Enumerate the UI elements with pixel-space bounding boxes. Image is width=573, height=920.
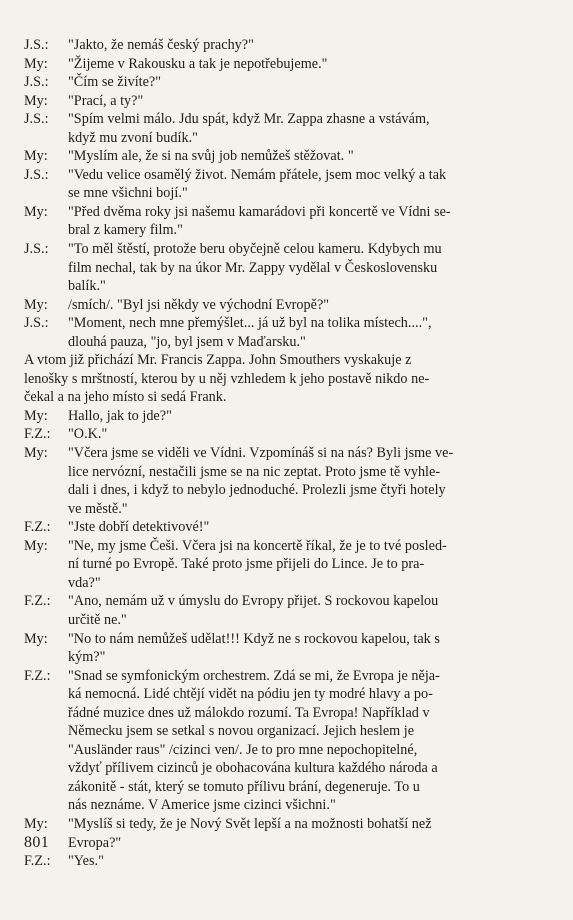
dialogue-text: "Spím velmi málo. Jdu spát, když Mr. Zappa zhasne a vstávám, když mu zvoní budík.": [68, 111, 430, 146]
dialogue-entry: [24, 518, 552, 537]
speaker-label: My:: [24, 407, 48, 424]
dialogue-text: "Čím se živíte?": [68, 74, 162, 91]
dialogue-text: "Vedu velice osamělý život. Nemám přátele, jsem moc velký a tak se mne všichni bojí.": [68, 166, 447, 202]
dialogue-entry: [24, 592, 552, 629]
speaker-label: J.S.:: [24, 111, 49, 128]
dialogue-entry: [24, 147, 552, 166]
dialogue-entry: [24, 166, 552, 203]
dialogue-entry: [24, 55, 552, 74]
dialogue-text: Hallo, jak to jde?": [68, 407, 172, 424]
speaker-label: My:: [24, 630, 48, 647]
speaker-label: J.S.:: [24, 37, 49, 53]
speaker-label: J.S.:: [24, 166, 49, 183]
speaker-label: F.Z.:: [24, 853, 51, 870]
dialogue-entry: [24, 203, 552, 240]
dialogue-text: "Žijeme v Rakousku a tak je nepotřebujeme.": [68, 55, 328, 72]
speaker-label: F.Z.:: [24, 426, 51, 443]
dialogue-entry: [24, 852, 552, 871]
speaker-label: My:: [24, 203, 48, 220]
dialogue-entry: [24, 537, 552, 593]
dialogue-text: "Jakto, že nemáš český prachy?": [68, 37, 254, 53]
dialogue-entry: [24, 92, 552, 111]
speaker-label: My:: [24, 445, 48, 462]
speaker-label: J.S.:: [24, 315, 49, 332]
dialogue-entry: [24, 444, 552, 518]
dialogue-text: "To měl štěstí, protože beru obyčejně celou kameru. Kdybych mu film nechal, tak by na úkor Mr. Zappy vydělal v Československu balík.": [68, 241, 442, 295]
dialogue-entry: [24, 73, 552, 92]
dialogue-text: "Yes.": [68, 853, 104, 870]
dialogue-text: "Ne, my jsme Češi. Včera jsi na koncertě říkal, že je to tvé posled- ní turné po Evropě. Také proto jsme přijeli do Lince. Je to pra- vda?": [68, 537, 447, 591]
speaker-label: My:: [24, 296, 48, 313]
dialogue-text: "Myslím ale, že si na svůj job nemůžeš stěžovat. ": [68, 148, 354, 165]
dialogue-entry: [24, 110, 552, 147]
speaker-label: My:: [24, 537, 48, 554]
dialogue-text: "Moment, nech mne přemýšlet... já už byl na tolika místech....", dlouhá pauza, "jo, byl jsem v Maďarsku.": [68, 315, 432, 350]
speaker-label: My:: [24, 55, 48, 72]
dialogue-text: "Včera jsme se viděli ve Vídni. Vzpomínáš si na nás? Byli jsme ve- lice nervózní, nestačili jsme se na nic zeptat. Proto jsme tě vyhle- dali i dnes, i když to nebylo jednoduché. Prolezli jsme čtyři hotely ve městě.": [68, 445, 454, 517]
dialogue-text: "Prací, a ty?": [68, 92, 144, 109]
speaker-label: F.Z.:: [24, 593, 51, 610]
speaker-label: My:: [24, 92, 48, 109]
dialogue-text: "Před dvěma roky jsi našemu kamarádovi při koncertě ve Vídni se- bral z kamery film.": [68, 203, 451, 239]
speaker-label: J.S.:: [24, 241, 49, 258]
speaker-label: J.S.:: [24, 74, 49, 91]
speaker-label: F.Z.:: [24, 519, 51, 536]
dialogue-entry: [24, 314, 552, 351]
dialogue-entry: [24, 630, 552, 667]
dialogue-entry: [24, 36, 552, 55]
dialogue-text: "Snad se symfonickým orchestrem. Zdá se mi, že Evropa je něja- ká nemocná. Lidé chtějí vidět na pódiu jen ty modré hlavy a po- řádné muzice dnes už málokdo rozumí. Ta Evropa! Například v Německu jsem se setkal s novou organizací. Jejich heslem je "Ausländer raus" /cizinci ven/. Je to pro mne nepochopitelné, vždyť přílivem cizinců je obohacována kultura každého národa a zákonitě - stát, který se tomuto přílivu brání, degeneruje. To u nás neznáme. V Americe jsme cizinci všichni.": [68, 667, 440, 814]
speaker-label: F.Z.:: [24, 667, 51, 684]
dialogue-text: "Myslíš si tedy, že je Nový Svět lepší a na možnosti bohatší než Evropa?": [68, 815, 432, 851]
dialogue-entry: [24, 667, 552, 815]
dialogue-text: "Jste dobří detektivové!": [68, 519, 210, 536]
dialogue-text: "O.K.": [68, 426, 108, 443]
dialogue-text: "Ano, nemám už v úmyslu do Evropy přijet. S rockovou kapelou určitě ne.": [68, 593, 439, 628]
speaker-label: My:: [24, 815, 48, 832]
narration-paragraph: A vtom již přichází Mr. Francis Zappa. John Smouthers vyskakuje z lenošky s mrštností, kterou by u něj vzhledem k jeho postavě nikdo ne- čekal a na jeho místo si sedá Frank.: [24, 352, 430, 406]
dialogue-entry: [24, 240, 552, 296]
dialogue-entry: [24, 407, 552, 426]
dialogue-text: /smích/. "Byl jsi někdy ve východní Evropě?": [68, 296, 330, 313]
dialogue-entry: [24, 815, 552, 852]
speaker-label: My:: [24, 148, 48, 165]
text-content: [24, 36, 552, 871]
dialogue-entry: [24, 425, 552, 444]
page-number: 801: [24, 834, 50, 851]
dialogue-text: "No to nám nemůžeš udělat!!! Když ne s rockovou kapelou, tak s kým?": [68, 630, 440, 666]
dialogue-entry: [24, 296, 552, 315]
